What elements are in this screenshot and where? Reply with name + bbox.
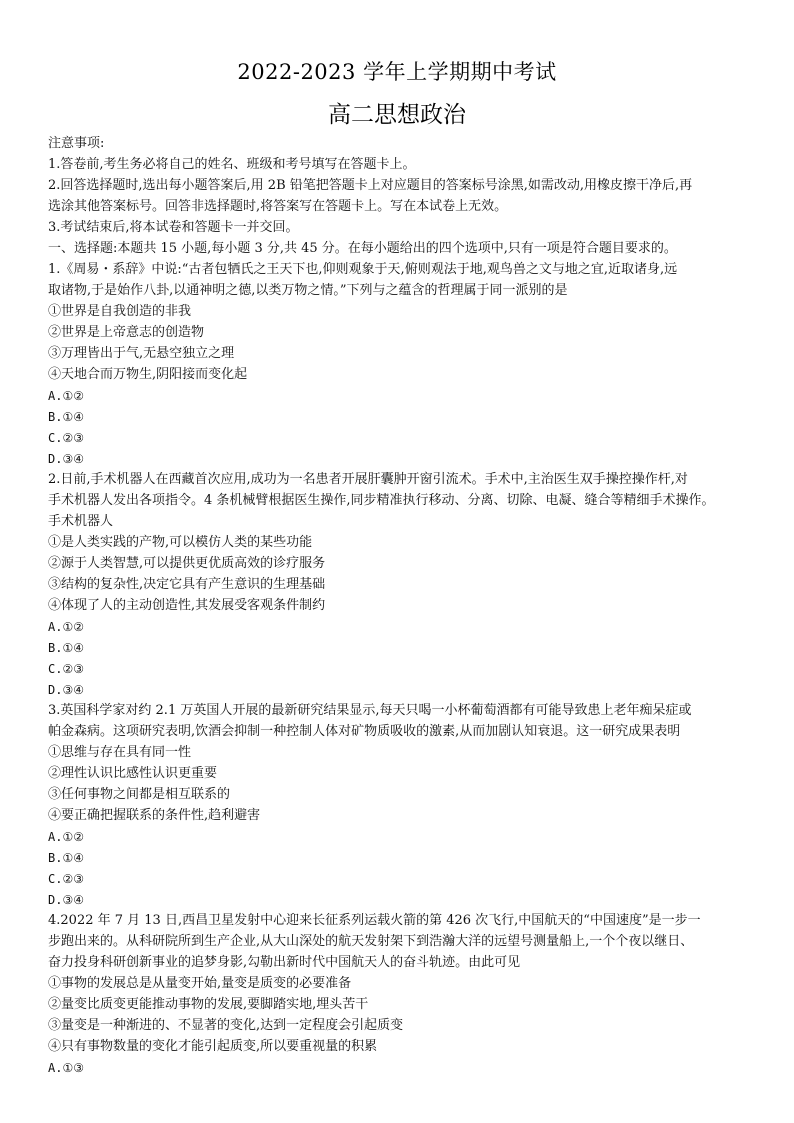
question-stem: 帕金森病。这项研究表明,饮酒会抑制一种控制人体对矿物质吸收的激素,从而加剧认知衰退。这一研究成果表明	[48, 724, 681, 739]
statement-item: ②世界是上帝意志的创造物	[48, 325, 205, 340]
question-stem: 步跑出来的。从科研院所到生产企业,从大山深处的航天发射架下到浩瀚大洋的远望号测量船上,一个个夜以继日、	[48, 934, 694, 949]
notes-item: 2.回答选择题时,选出每小题答案后,用 2B 铅笔把答题卡上对应题目的答案标号涂黑,如需改动,用橡皮擦干净后,再	[48, 178, 693, 193]
question-stem: 4.2022 年 7 月 13 日,西昌卫星发射中心迎来长征系列运载火箭的第 426 次飞行,中国航天的“中国速度”是一步一	[48, 913, 701, 928]
answer-option: A.①②	[48, 830, 84, 844]
statement-item: ①世界是自我创造的非我	[48, 304, 192, 319]
answer-option: A.①②	[48, 389, 84, 403]
statement-item: ②量变比质变更能推动事物的发展,要脚踏实地,埋头苦干	[48, 997, 369, 1012]
answer-option: A.①②	[48, 620, 84, 634]
notes-item: 1.答卷前,考生务必将自己的姓名、班级和考号填写在答题卡上。	[48, 157, 416, 172]
statement-item: ②源于人类智慧,可以提供更优质高效的诊疗服务	[48, 556, 326, 571]
answer-option: D.③④	[48, 452, 84, 466]
question-stem: 取诸物,于是始作八卦,以通神明之德,以类万物之情。”下列与之蕴含的哲理属于同一派别的是	[48, 283, 568, 298]
answer-option: D.③④	[48, 893, 84, 907]
question-stem: 2.日前,手术机器人在西藏首次应用,成功为一名患者开展肝囊肿开窗引流术。手术中,主治医生双手操控操作杆,对	[48, 472, 688, 487]
exam-title: 2022-2023 学年上学期期中考试	[237, 60, 557, 84]
statement-item: ④要正确把握联系的条件性,趋利避害	[48, 808, 261, 823]
question-stem: 手术机器人发出各项指令。4 条机械臂根据医生操作,同步精准执行移动、分离、切除、电凝、缝合等精细手术操作。	[48, 493, 715, 508]
answer-option: B.①④	[48, 410, 84, 424]
answer-option: C.②③	[48, 872, 84, 886]
answer-option: C.②③	[48, 431, 84, 445]
notes-item: 3.考试结束后,将本试卷和答题卡一并交回。	[48, 220, 299, 235]
question-stem: 手术机器人	[48, 514, 114, 529]
notes-heading: 注意事项:	[48, 136, 105, 151]
answer-option: D.③④	[48, 683, 84, 697]
statement-item: ①是人类实践的产物,可以模仿人类的某些功能	[48, 535, 313, 550]
answer-option: A.①③	[48, 1061, 84, 1075]
statement-item: ①事物的发展总是从量变开始,量变是质变的必要准备	[48, 976, 352, 991]
statement-item: ③量变是一种渐进的、不显著的变化,达到一定程度会引起质变	[48, 1018, 404, 1033]
statement-item: ④天地合而万物生,阴阳接而变化起	[48, 367, 248, 382]
answer-option: C.②③	[48, 662, 84, 676]
answer-option: B.①④	[48, 641, 84, 655]
statement-item: ①思维与存在具有同一性	[48, 745, 192, 760]
question-stem: 3.英国科学家对约 2.1 万英国人开展的最新研究结果显示,每天只喝一小杯葡萄酒都有可能导致患上老年痴呆症或	[48, 703, 692, 718]
exam-subject: 高二思想政治	[328, 102, 466, 128]
statement-item: ③任何事物之间都是相互联系的	[48, 787, 231, 802]
statement-item: ③结构的复杂性,决定它具有产生意识的生理基础	[48, 577, 326, 592]
section-heading: 一、选择题:本题共 15 小题,每小题 3 分,共 45 分。在每小题给出的四个选项中,只有一项是符合题目要求的。	[48, 241, 677, 256]
statement-item: ③万理皆出于气,无悬空独立之理	[48, 346, 235, 361]
statement-item: ④只有事物数量的变化才能引起质变,所以要重视量的积累	[48, 1039, 378, 1054]
statement-item: ②理性认识比感性认识更重要	[48, 766, 218, 781]
statement-item: ④体现了人的主动创造性,其发展受客观条件制约	[48, 598, 326, 613]
question-stem: 奋力投身科研创新事业的追梦身影,勾勒出新时代中国航天人的奋斗轨迹。由此可见	[48, 955, 521, 970]
question-stem: 1.《周易・系辞》中说:“古者包牺氏之王天下也,仰则观象于天,俯则观法于地,观鸟兽之文与地之宜,近取诸身,远	[48, 262, 678, 277]
notes-item: 选涂其他答案标号。回答非选择题时,将答案写在答题卡上。写在本试卷上无效。	[48, 199, 508, 214]
answer-option: B.①④	[48, 851, 84, 865]
